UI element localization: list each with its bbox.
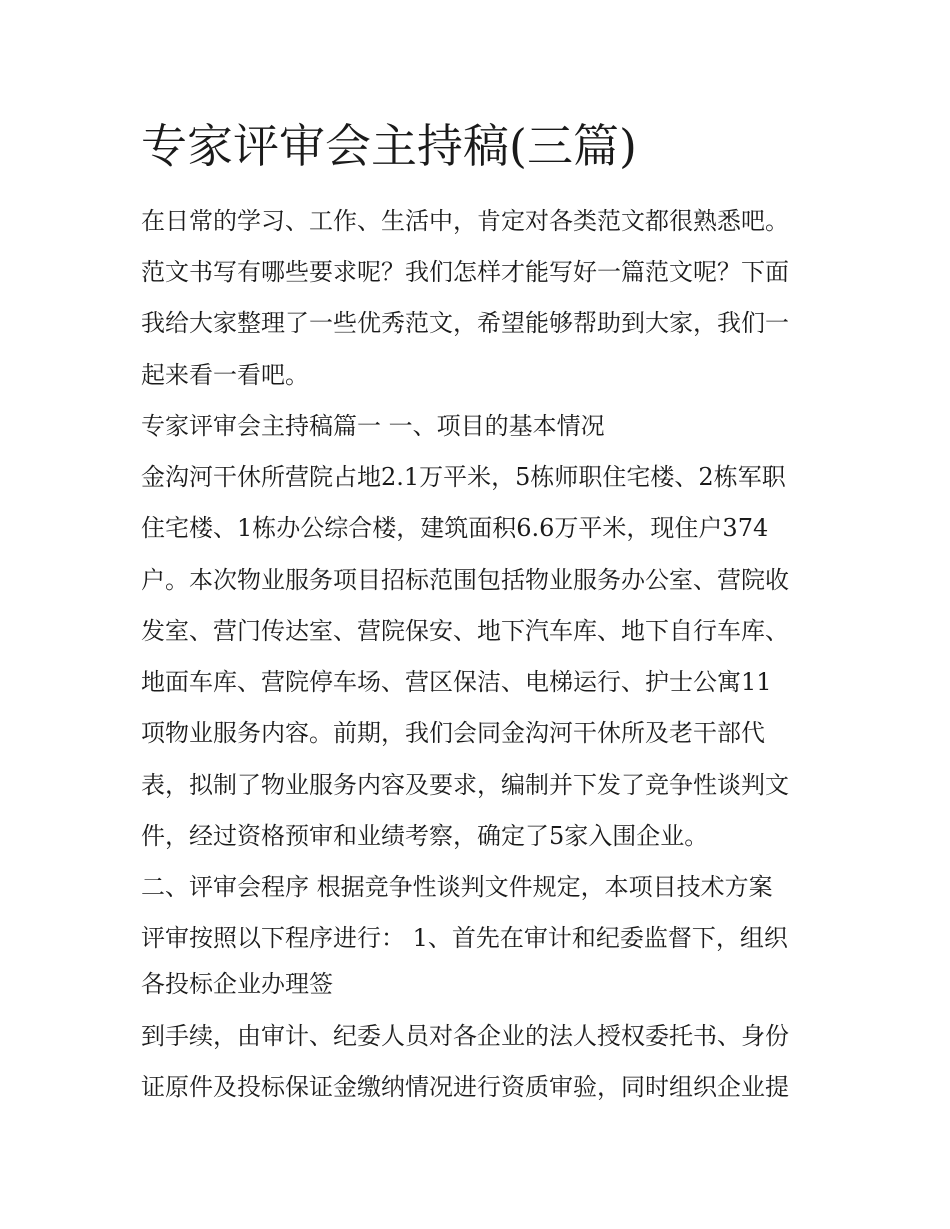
paragraph-line: 起来看一看吧。 [141,361,309,389]
section-heading-line: 专家评审会主持稿篇一 一、项目的基本情况 [141,412,605,440]
paragraph-line: 范文书写有哪些要求呢？我们怎样才能写好一篇范文呢？下面 [141,258,789,286]
document-title: 专家评审会主持稿(三篇) [141,119,637,173]
paragraph-line: 在日常的学习、工作、生活中，肯定对各类范文都很熟悉吧。 [141,207,789,235]
paragraph-line: 各投标企业办理签 [141,970,333,998]
paragraph-line: 表，拟制了物业服务内容及要求，编制并下发了竞争性谈判文 [141,771,789,799]
paragraph-line: 到手续，由审计、纪委人员对各企业的法人授权委托书、身份 [141,1022,789,1050]
paragraph-line: 我给大家整理了一些优秀范文，希望能够帮助到大家，我们一 [141,309,789,337]
paragraph-line: 地面车库、营院停车场、营区保洁、电梯运行、护士公寓11 [141,668,772,696]
paragraph-line: 证原件及投标保证金缴纳情况进行资质审验，同时组织企业提 [141,1073,789,1101]
paragraph-line: 住宅楼、1栋办公综合楼，建筑面积6.6万平米，现住户374 [141,514,769,542]
paragraph-line: 户。本次物业服务项目招标范围包括物业服务办公室、营院收 [141,566,789,594]
section-heading-line: 二、评审会程序 根据竞争性谈判文件规定，本项目技术方案 [141,873,773,901]
paragraph-line: 金沟河干休所营院占地2.1万平米，5栋师职住宅楼、2栋军职 [141,463,786,491]
paragraph-line: 发室、营门传达室、营院保安、地下汽车库、地下自行车库、 [141,617,789,645]
paragraph-line: 件，经过资格预审和业绩考察，确定了5家入围企业。 [141,822,709,850]
paragraph-line: 项物业服务内容。前期，我们会同金沟河干休所及老干部代 [141,719,765,747]
paragraph-line: 评审按照以下程序进行： 1、首先在审计和纪委监督下，组织 [141,924,788,952]
